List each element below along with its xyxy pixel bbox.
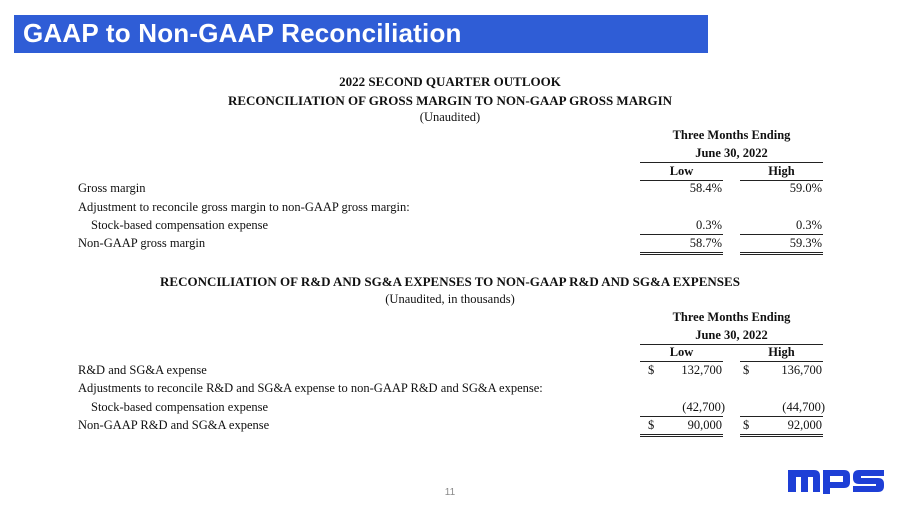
total-double-rule (740, 434, 823, 435)
currency-symbol: $ (648, 418, 655, 432)
section1-title2: RECONCILIATION OF GROSS MARGIN TO NON-GAAP GROSS MARGIN (227, 93, 673, 108)
row-low-value: 58.7% (689, 236, 722, 250)
section1-col-low: Low (669, 164, 694, 178)
section2-low-underline (640, 361, 723, 362)
subtotal-rule (640, 416, 723, 417)
row-label: Stock-based compensation expense (91, 218, 269, 232)
subtotal-rule (740, 416, 823, 417)
total-double-rule (740, 436, 823, 437)
row-label: Adjustments to reconcile R&D and SG&A expense to non-GAAP R&D and SG&A expense: (78, 381, 543, 395)
total-double-rule (740, 254, 823, 255)
row-low-value: 90,000 (687, 418, 722, 432)
row-low-value: 58.4% (689, 181, 722, 195)
mps-logo (786, 464, 886, 494)
row-label: R&D and SG&A expense (78, 363, 207, 377)
row-low-value: (42,700) (682, 400, 725, 414)
section2-period-line2: June 30, 2022 (695, 328, 768, 342)
section1-period-line1: Three Months Ending (672, 128, 791, 142)
row-label: Stock-based compensation expense (91, 400, 269, 414)
row-label: Adjustment to reconcile gross margin to non-GAAP gross margin: (78, 200, 410, 214)
section1-period-underline (640, 162, 823, 163)
currency-symbol: $ (743, 363, 750, 377)
page-title: GAAP to Non-GAAP Reconciliation (23, 18, 462, 48)
subtotal-rule (740, 234, 823, 235)
total-double-rule (740, 252, 823, 253)
row-low-value: 0.3% (695, 218, 722, 232)
row-low-value: 132,700 (681, 363, 722, 377)
total-double-rule (640, 252, 723, 253)
title-banner (14, 15, 708, 53)
row-high-value: 59.3% (789, 236, 822, 250)
row-label: Non-GAAP R&D and SG&A expense (78, 418, 270, 432)
section2-period-line1: Three Months Ending (672, 310, 791, 324)
total-double-rule (640, 434, 723, 435)
subtotal-rule (640, 234, 723, 235)
currency-symbol: $ (743, 418, 750, 432)
section2-title: RECONCILIATION OF R&D AND SG&A EXPENSES TO NON-GAAP R&D AND SG&A EXPENSES (160, 274, 740, 289)
currency-symbol: $ (648, 363, 655, 377)
section1-col-high: High (768, 164, 795, 178)
row-label: Gross margin (78, 181, 146, 195)
row-high-value: (44,700) (782, 400, 825, 414)
section1-period-line2: June 30, 2022 (695, 146, 768, 160)
row-high-value: 92,000 (787, 418, 822, 432)
row-high-value: 136,700 (781, 363, 822, 377)
row-high-value: 0.3% (795, 218, 822, 232)
page-number: 11 (444, 487, 456, 498)
section1-title1: 2022 SECOND QUARTER OUTLOOK (339, 74, 561, 89)
section1-subtitle: (Unaudited) (419, 110, 481, 124)
row-label: Non-GAAP gross margin (78, 236, 206, 250)
section2-subtitle: (Unaudited, in thousands) (385, 292, 515, 306)
total-double-rule (640, 436, 723, 437)
total-double-rule (640, 254, 723, 255)
section2-high-underline (740, 361, 823, 362)
section2-col-low: Low (669, 345, 694, 359)
row-high-value: 59.0% (789, 181, 822, 195)
section2-col-high: High (768, 345, 795, 359)
